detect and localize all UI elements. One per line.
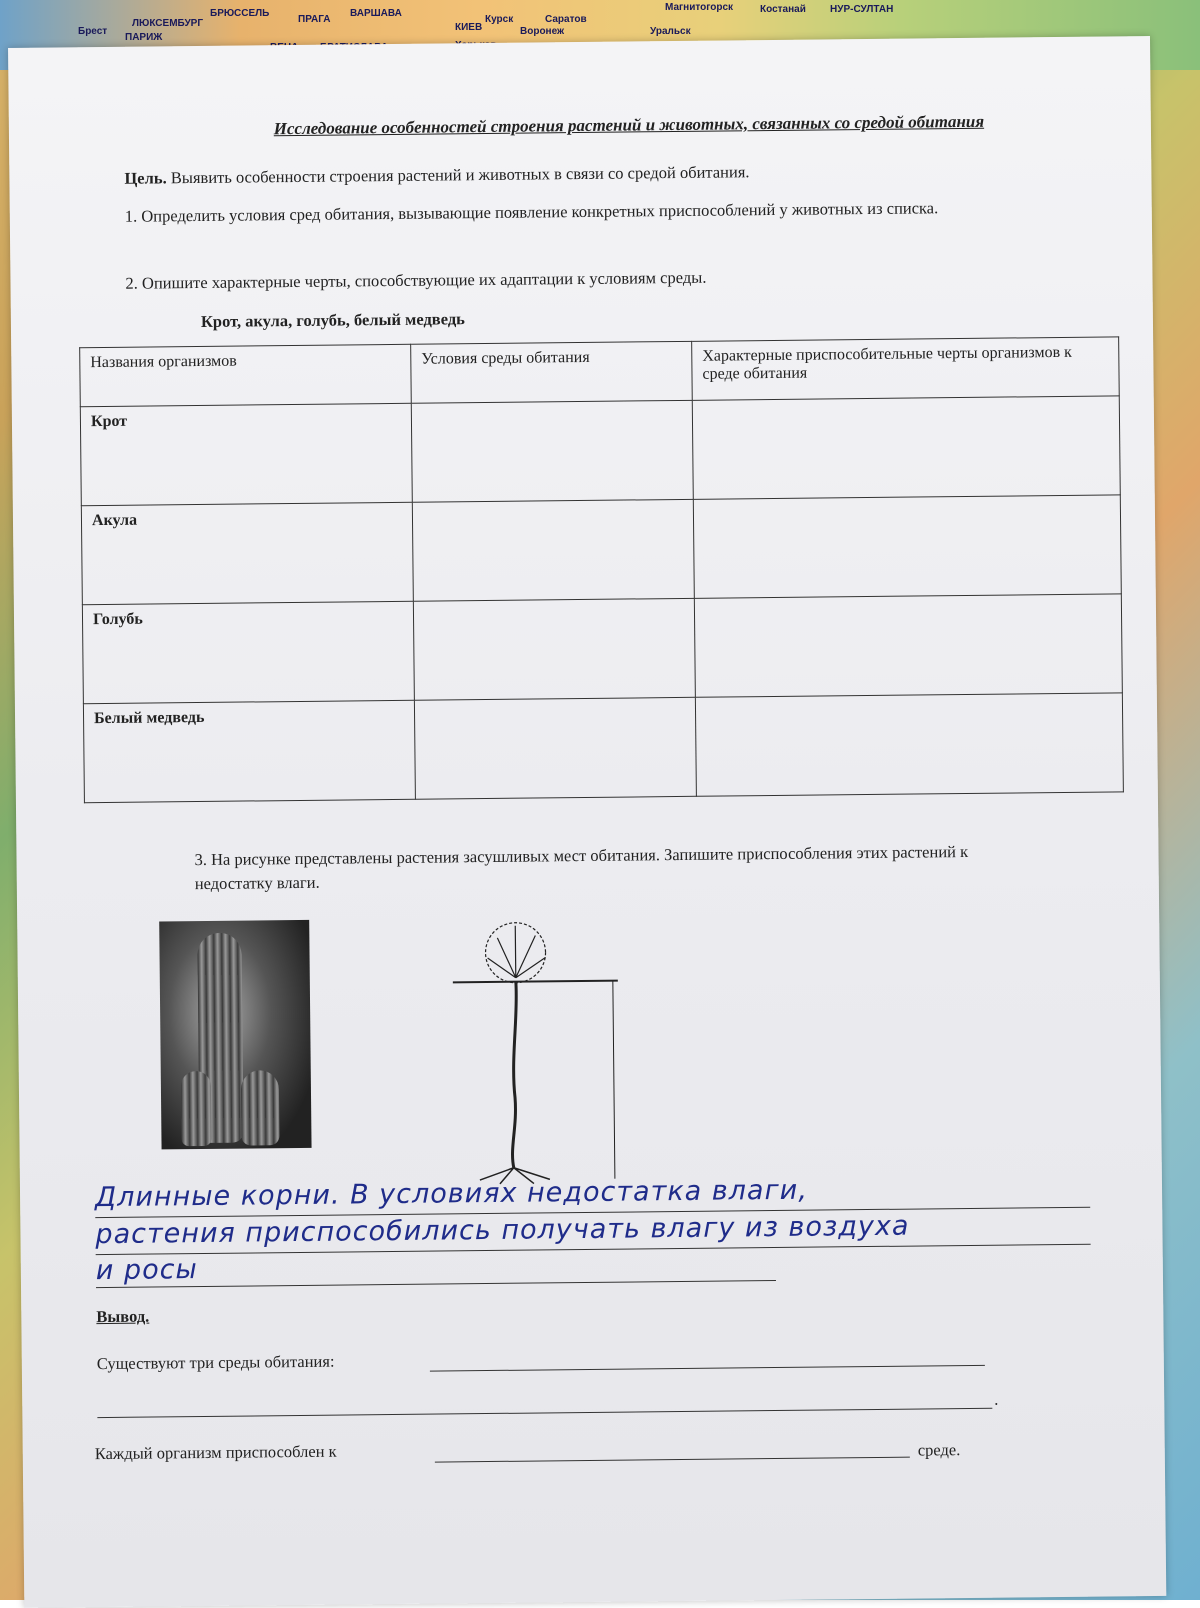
handwritten-answer-line: и росы: [95, 1254, 198, 1287]
habitat-cell[interactable]: [413, 598, 695, 700]
conclusion-label: Вывод.: [96, 1306, 150, 1327]
answer-underline: [96, 1280, 776, 1288]
worksheet-paper: [8, 36, 1166, 1608]
features-cell[interactable]: [693, 495, 1121, 598]
goal-label: Цель.: [124, 168, 167, 188]
map-label: ЛЮКСЕМБУРГ: [132, 18, 204, 29]
map-label: КИЕВ: [455, 22, 483, 33]
header-organism-names: Названия организмов: [80, 344, 412, 406]
handwritten-answer-line: растения приспособились получать влагу из воздуха: [95, 1210, 910, 1251]
map-label: Брест: [78, 26, 108, 37]
goal-text: Выявить особенности строения растений и животных в связи со средой обитания.: [170, 162, 750, 188]
ground-line: [453, 981, 618, 983]
features-cell[interactable]: [692, 396, 1120, 499]
map-label: ПАРИЖ: [125, 32, 163, 43]
map-label: Саратов: [545, 14, 587, 25]
task-2: 2. Опишите характерные черты, способствующие их адаптации к условиям среды.: [125, 267, 707, 293]
blank-line[interactable]: [435, 1457, 910, 1463]
conclusion-period: .: [994, 1389, 999, 1409]
cactus-stem: [181, 1071, 212, 1146]
map-label: Магнитогорск: [665, 2, 734, 13]
map-label: ПРАГА: [298, 14, 331, 25]
blank-line[interactable]: [430, 1365, 985, 1372]
organism-name: Акула: [81, 502, 413, 604]
conclusion-line-1: Существуют три среды обитания:: [96, 1351, 335, 1374]
map-label: Курск: [485, 14, 514, 25]
table-row: [82, 594, 1122, 704]
task-3: 3. На рисунке представлены растения засушливых мест обитания. Запишите приспособления этих растений к недостатку влаги.: [194, 841, 969, 894]
map-label: Воронеж: [520, 26, 565, 37]
task-1: 1. Определить условия сред обитания, вызывающие появление конкретных приспособлений у животных из списка.: [124, 198, 939, 226]
cactus-photo: [159, 920, 311, 1150]
conclusion-line-3: Каждый организм приспособлен к: [94, 1441, 337, 1464]
conclusion-line-3-end: среде.: [917, 1440, 961, 1460]
header-adaptive-features: Характерные приспособительные черты организмов к среде обитания: [692, 337, 1120, 400]
desert-plant-root-drawing: [447, 917, 630, 1189]
map-label: Уральск: [650, 26, 691, 37]
plant-crown: [485, 922, 546, 983]
habitat-cell[interactable]: [412, 499, 694, 601]
goal: [124, 157, 1024, 190]
cactus-stem: [241, 1070, 280, 1145]
header-habitat-conditions: Условия среды обитания: [411, 341, 693, 403]
features-cell[interactable]: [695, 693, 1123, 796]
adaptation-table: [79, 336, 1124, 803]
table-row: [80, 396, 1120, 506]
animal-list: Крот, акула, голубь, белый медведь: [200, 309, 465, 331]
features-cell[interactable]: [694, 594, 1122, 697]
map-label: Костанай: [760, 4, 806, 15]
organism-name: Белый медведь: [83, 700, 415, 802]
table-row: [81, 495, 1121, 605]
habitat-cell[interactable]: [414, 697, 696, 799]
handwritten-answer-line: Длинные корни. В условиях недостатка влаги,: [94, 1174, 808, 1214]
blank-line[interactable]: [97, 1408, 992, 1418]
habitat-cell[interactable]: [411, 400, 693, 502]
worksheet-title: Исследование особенностей строения растений и животных, связанных со средой обитания: [273, 111, 985, 139]
map-label: НУР-СУЛТАН: [830, 4, 894, 15]
map-label: БРЮССЕЛЬ: [210, 8, 270, 19]
map-label: ВАРШАВА: [350, 8, 402, 19]
depth-line: [613, 981, 615, 1179]
table-row: [83, 693, 1123, 803]
tap-root: [511, 982, 518, 1168]
organism-name: Крот: [80, 403, 412, 505]
organism-name: Голубь: [82, 601, 414, 703]
table-header-row: [80, 337, 1120, 407]
